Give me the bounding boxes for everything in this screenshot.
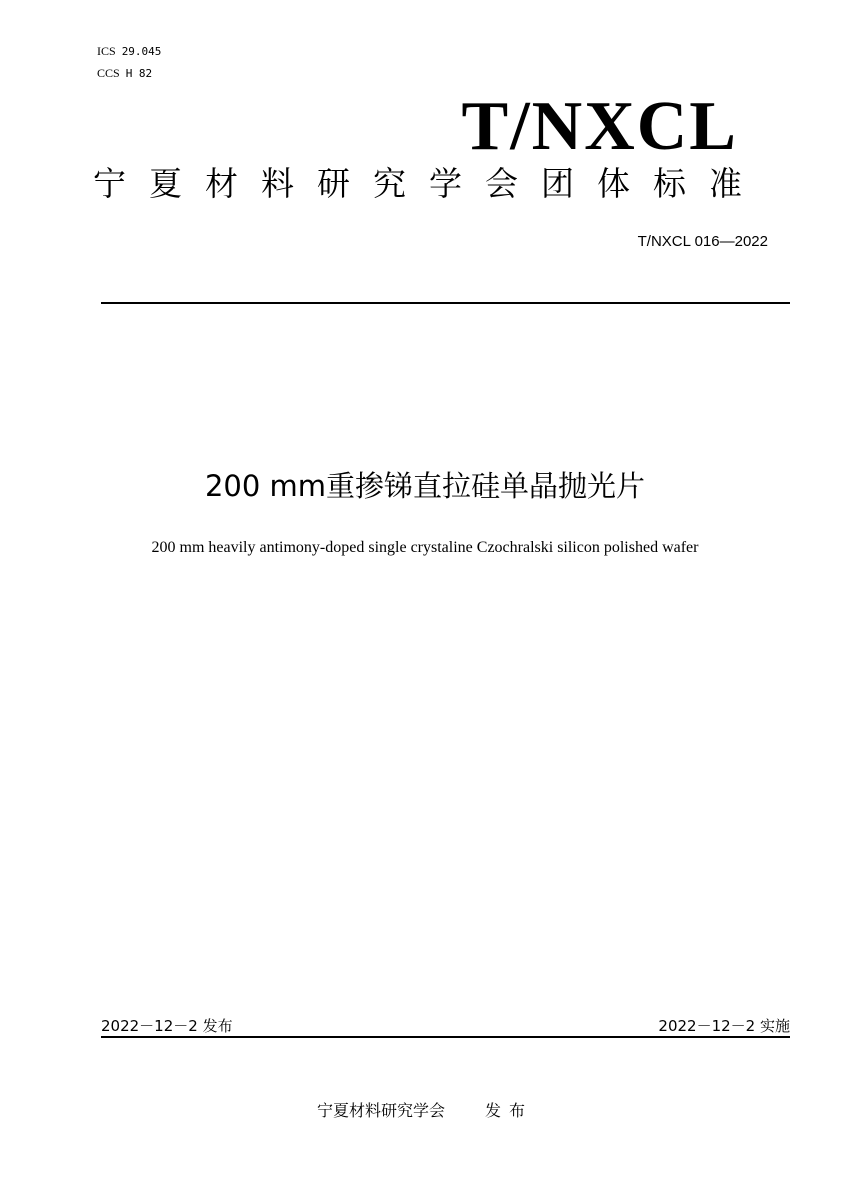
ccs-label: CCS [97, 66, 120, 80]
bottom-divider [101, 1036, 790, 1038]
ics-classification [97, 44, 161, 59]
ics-label: ICS [97, 44, 116, 58]
publisher-line [0, 1101, 850, 1121]
top-divider [101, 302, 790, 304]
ccs-classification [97, 66, 152, 81]
publisher-action: 发布 [485, 1101, 534, 1120]
issue-date: 2022－12－2 发布 [101, 1017, 233, 1035]
ics-code: 29.045 [121, 45, 162, 58]
chinese-title: 200 mm重掺锑直拉硅单晶抛光片 [204, 469, 646, 503]
implementation-date: 2022－12－2 实施 [658, 1017, 790, 1035]
standard-logo: T/NXCL [461, 88, 738, 165]
org-standard-title: 宁夏材料研究学会团体标准 [93, 164, 765, 203]
standard-number: T/NXCL 016—2022 [637, 233, 768, 250]
english-title: 200 mm heavily antimony-doped single crystaline Czochralski silicon polished wafer [151, 539, 699, 556]
publisher-name: 宁夏材料研究学会 [316, 1101, 445, 1120]
ccs-code: H 82 [125, 67, 153, 80]
